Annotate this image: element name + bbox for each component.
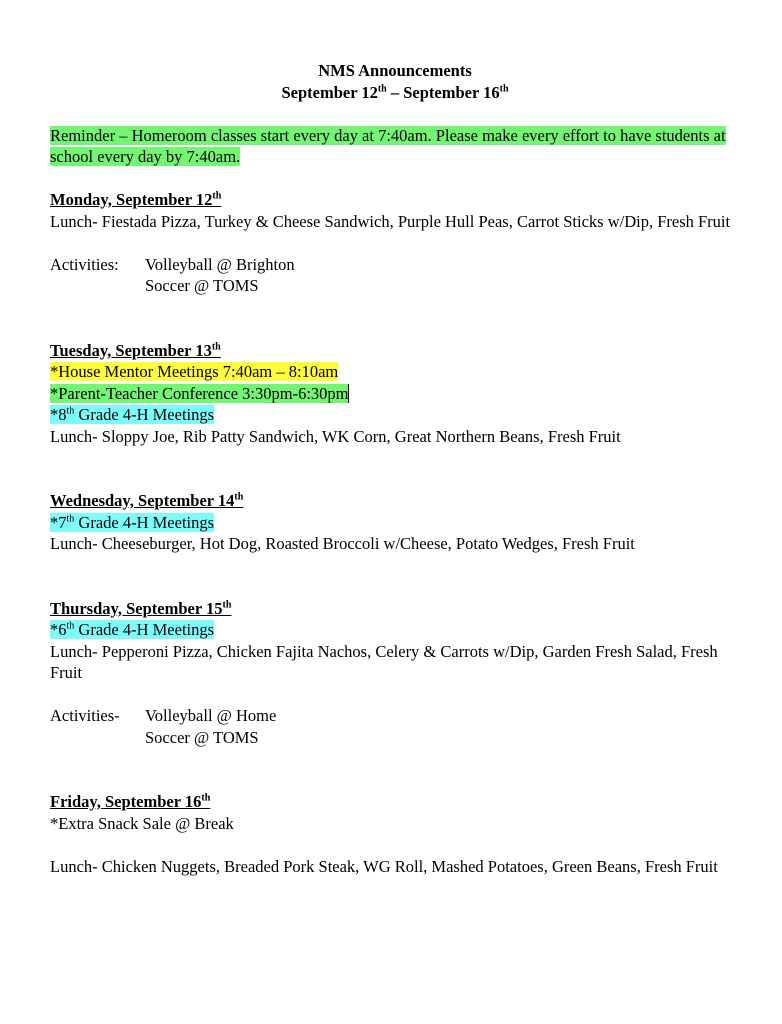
monday-lunch: Lunch- Fiestada Pizza, Turkey & Cheese Sandwich, Purple Hull Peas, Carrot Sticks w/Dip, Fresh Fruit xyxy=(50,211,731,231)
monday-activity-1: Volleyball @ Brighton xyxy=(145,254,295,274)
monday-activities-label: Activities: xyxy=(50,254,119,274)
tuesday-item-3-post: Grade 4-H Meetings xyxy=(74,405,215,424)
wednesday-item-1 xyxy=(50,512,740,534)
subtitle-dash: – xyxy=(386,82,404,102)
subtitle-end: September 16 xyxy=(403,82,500,102)
wednesday-heading xyxy=(50,490,740,512)
monday-activities xyxy=(50,254,740,276)
title-text: NMS Announcements xyxy=(318,61,472,80)
document-page xyxy=(50,60,740,877)
thursday-activities-row-2 xyxy=(50,727,740,749)
wednesday-item-1-highlight xyxy=(50,513,214,532)
friday-heading-sup: th xyxy=(201,792,211,804)
thursday-heading xyxy=(50,598,740,620)
monday-heading-sup: th xyxy=(212,190,222,202)
tuesday-item-3-sup: th xyxy=(66,405,75,417)
tuesday-item-3-pre: *8 xyxy=(50,405,67,424)
tuesday-item-3 xyxy=(50,404,740,426)
thursday-item-1-pre: *6 xyxy=(50,620,67,639)
monday-activities-indent xyxy=(50,275,145,297)
subtitle-start-sup: th xyxy=(377,83,387,94)
reminder-paragraph xyxy=(50,125,740,168)
wednesday-heading-sup: th xyxy=(234,491,244,503)
document-title xyxy=(50,60,740,82)
thursday-heading-text: Thursday, September 15 xyxy=(50,598,223,618)
thursday-item-1-post: Grade 4-H Meetings xyxy=(74,620,215,639)
wednesday-lunch: Lunch- Cheeseburger, Hot Dog, Roasted Broccoli w/Cheese, Potato Wedges, Fresh Fruit xyxy=(50,534,635,553)
tuesday-item-3-highlight xyxy=(50,405,214,424)
document-subtitle xyxy=(50,82,740,104)
thursday-activity-2: Soccer @ TOMS xyxy=(145,727,259,747)
thursday-activities xyxy=(50,705,740,727)
subtitle-start: September 12 xyxy=(281,82,378,102)
friday-heading xyxy=(50,791,740,813)
tuesday-item-2-text: *Parent-Teacher Conference 3:30pm-6:30pm xyxy=(50,383,349,403)
monday-heading xyxy=(50,189,740,211)
tuesday-item-2 xyxy=(50,383,740,405)
reminder-text: Reminder – Homeroom classes start every day at 7:40am. Please make every effort to have students at school every day by 7:40am. xyxy=(50,125,726,166)
wednesday-item-1-sup: th xyxy=(66,513,75,524)
thursday-lunch: Lunch- Pepperoni Pizza, Chicken Fajita Nachos, Celery & Carrots w/Dip, Garden Fresh Salad, Fresh Fruit xyxy=(50,641,718,682)
tuesday-heading-text: Tuesday, September 13 xyxy=(50,340,212,360)
friday-heading-text: Friday, September 16 xyxy=(50,792,202,811)
wednesday-heading-text: Wednesday, September 14 xyxy=(50,491,235,510)
thursday-item-1-sup: th xyxy=(66,620,75,632)
friday-lunch: Lunch- Chicken Nuggets, Breaded Pork Steak, WG Roll, Mashed Potatoes, Green Beans, Fresh Fruit xyxy=(50,856,718,876)
thursday-activities-indent xyxy=(50,727,145,749)
thursday-item-1 xyxy=(50,619,740,641)
tuesday-heading-sup: th xyxy=(211,341,221,352)
thursday-item-1-highlight xyxy=(50,620,214,639)
wednesday-item-1-pre: *7 xyxy=(50,512,67,532)
tuesday-heading xyxy=(50,340,740,362)
monday-heading-text: Monday, September 12 xyxy=(50,190,213,209)
monday-activities-row-2 xyxy=(50,275,740,297)
tuesday-lunch: Lunch- Sloppy Joe, Rib Patty Sandwich, WK Corn, Great Northern Beans, Fresh Fruit xyxy=(50,426,621,446)
tuesday-item-1-text: *House Mentor Meetings 7:40am – 8:10am xyxy=(50,362,339,381)
thursday-activities-label: Activities- xyxy=(50,706,120,725)
monday-activity-2: Soccer @ TOMS xyxy=(145,276,259,295)
friday-item-1: *Extra Snack Sale @ Break xyxy=(50,813,234,833)
thursday-heading-sup: th xyxy=(222,599,232,610)
subtitle-end-sup: th xyxy=(499,83,509,94)
thursday-activity-1: Volleyball @ Home xyxy=(145,706,277,725)
tuesday-item-1 xyxy=(50,361,740,383)
wednesday-item-1-post: Grade 4-H Meetings xyxy=(74,512,215,532)
